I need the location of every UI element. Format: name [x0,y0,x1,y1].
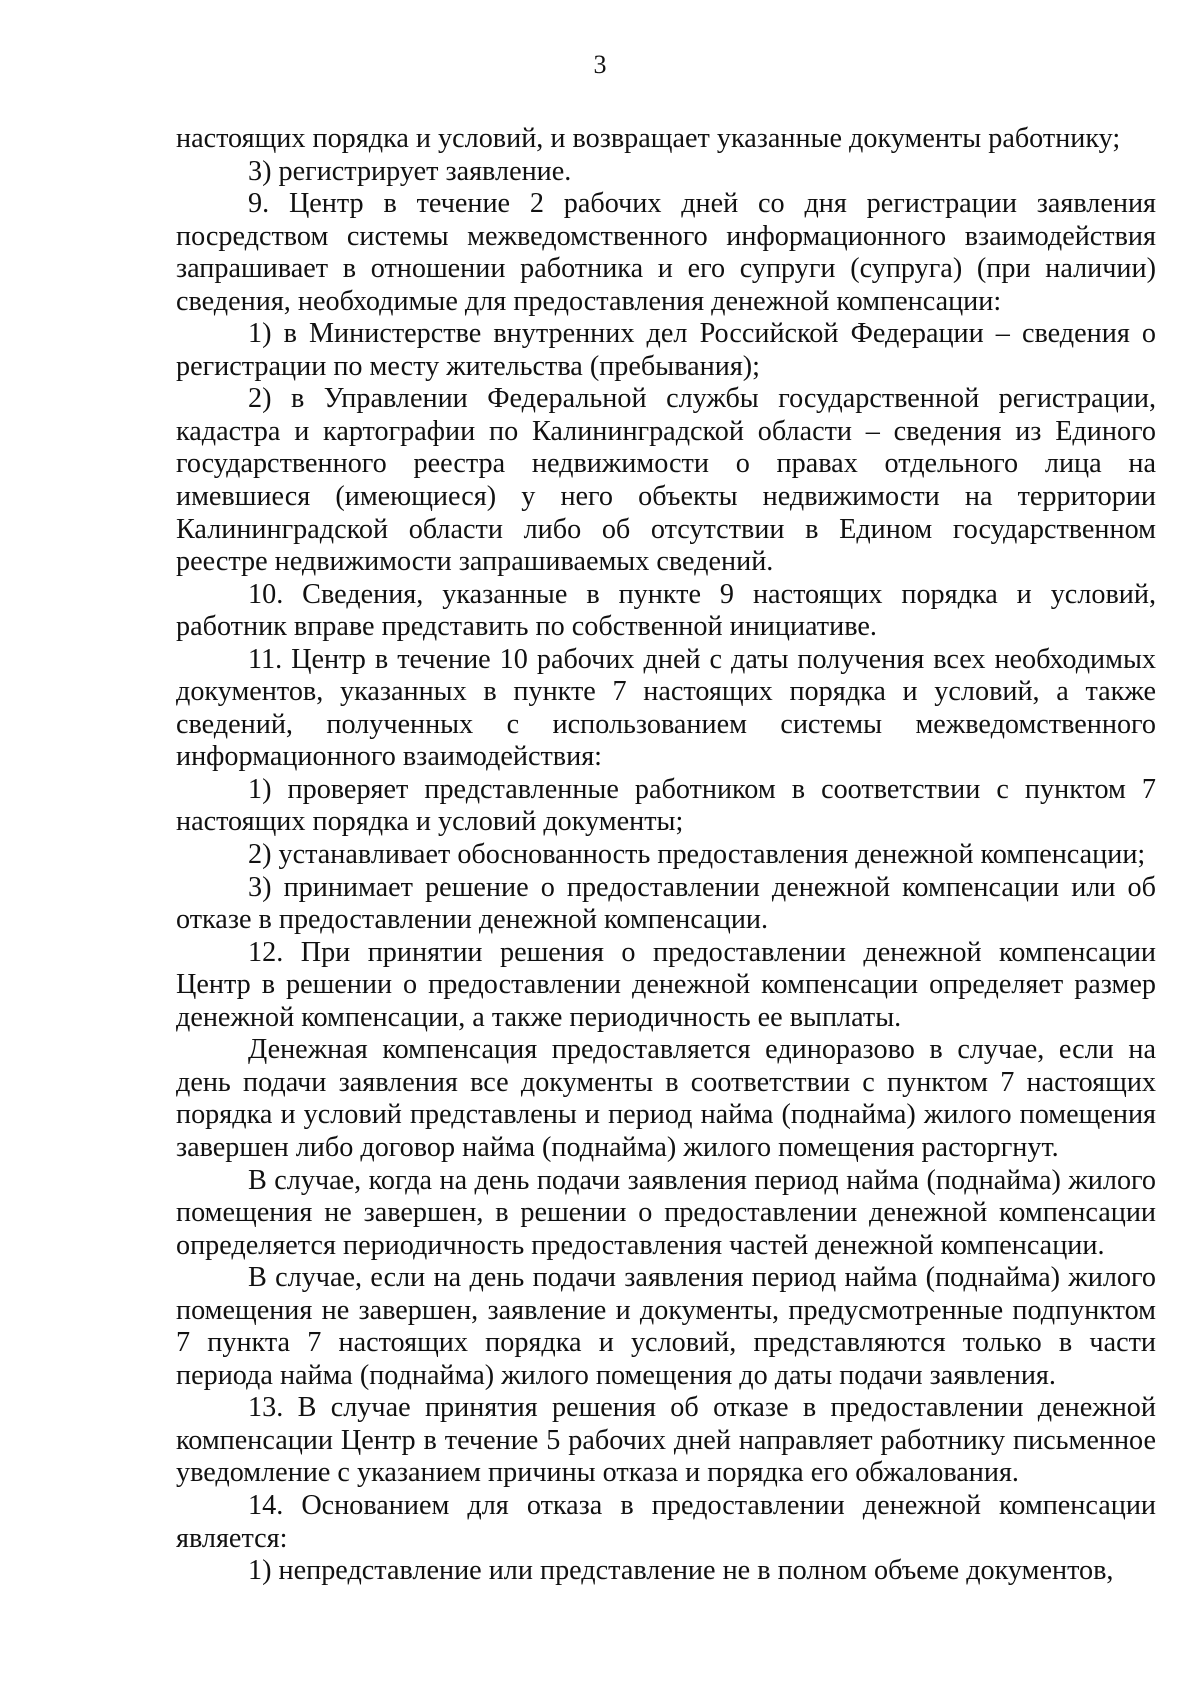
paragraph-14-item-1: 1) непредставление или представление не в полном объеме документов, [248,1555,1114,1587]
paragraph-12-part-3: В случае, когда на день подачи заявления период найма (поднайма) жилого помещения не завершен, в решении о предоставлении денежной компенсации определяется периодичность предоставления частей денежной компенсации. [176,1164,1156,1261]
paragraph-10: 10. Сведения, указанные в пункте 9 настоящих порядка и условий, работник вправе представить по собственной инициативе. [176,578,1156,643]
paragraph-11-item-1: 1) проверяет представленные работником в соответствии с пунктом 7 настоящих порядка и условий документы; [176,773,1156,838]
paragraph-8-item-3: 3) регистрирует заявление. [248,155,572,187]
paragraph-9: 9. Центр в течение 2 рабочих дней со дня регистрации заявления посредством системы межведомственного информационного взаимодействия запрашивает в отношении работника и его супруги (супруга) (при наличии) сведения, необходимые для предоставления денежной компенсации: [176,188,1156,317]
document-body [176,123,1156,1588]
page-number: 3 [593,50,607,79]
paragraph-12-part-4: В случае, если на день подачи заявления период найма (поднайма) жилого помещения не завершен, заявление и документы, предусмотренные подпунктом 7 пункта 7 настоящих порядка и условий, представляются только в части периода найма (поднайма) жилого помещения до даты подачи заявления. [176,1262,1156,1391]
paragraph-continuation: настоящих порядка и условий, и возвращает указанные документы работнику; [176,123,1121,154]
paragraph-11: 11. Центр в течение 10 рабочих дней с даты получения всех необходимых документов, указанных в пункте 7 настоящих порядка и условий, а также сведений, полученных с использованием системы межведомственного информационного взаимодействия: [176,643,1156,773]
paragraph-12-part-2: Денежная компенсация предоставляется единоразово в случае, если на день подачи заявления все документы в соответствии с пунктом 7 настоящих порядка и условий представлены и период найма (поднайма) жилого помещения завершен либо договор найма (поднайма) жилого помещения расторгнут. [176,1034,1156,1163]
paragraph-14: 14. Основанием для отказа в предоставлении денежной компенсации является: [176,1489,1156,1554]
paragraph-9-item-1: 1) в Министерстве внутренних дел Российской Федерации – сведения о регистрации по месту жительства (пребывания); [176,318,1156,382]
paragraph-13: 13. В случае принятия решения об отказе в предоставлении денежной компенсации Центр в течение 5 рабочих дней направляет работнику письменное уведомление с указанием причины отказа и порядка его обжалования. [176,1392,1156,1489]
paragraph-11-item-2: 2) устанавливает обоснованность предоставления денежной компенсации; [248,839,1146,871]
paragraph-11-item-3: 3) принимает решение о предоставлении денежной компенсации или об отказе в предоставлении денежной компенсации. [176,871,1156,936]
paragraph-12: 12. При принятии решения о предоставлении денежной компенсации Центр в решении о предоставлении денежной компенсации определяет размер денежной компенсации, а также периодичность ее выплаты. [176,936,1156,1033]
paragraph-9-item-2: 2) в Управлении Федеральной службы государственной регистрации, кадастра и картографии по Калининградской области – сведения из Единого государственного реестра недвижимости о правах отдельного лица на имевшиеся (имеющиеся) у него объекты недвижимости на территории Калининградской области либо об отсутствии в Едином государственном реестре недвижимости запрашиваемых сведений. [176,383,1156,578]
